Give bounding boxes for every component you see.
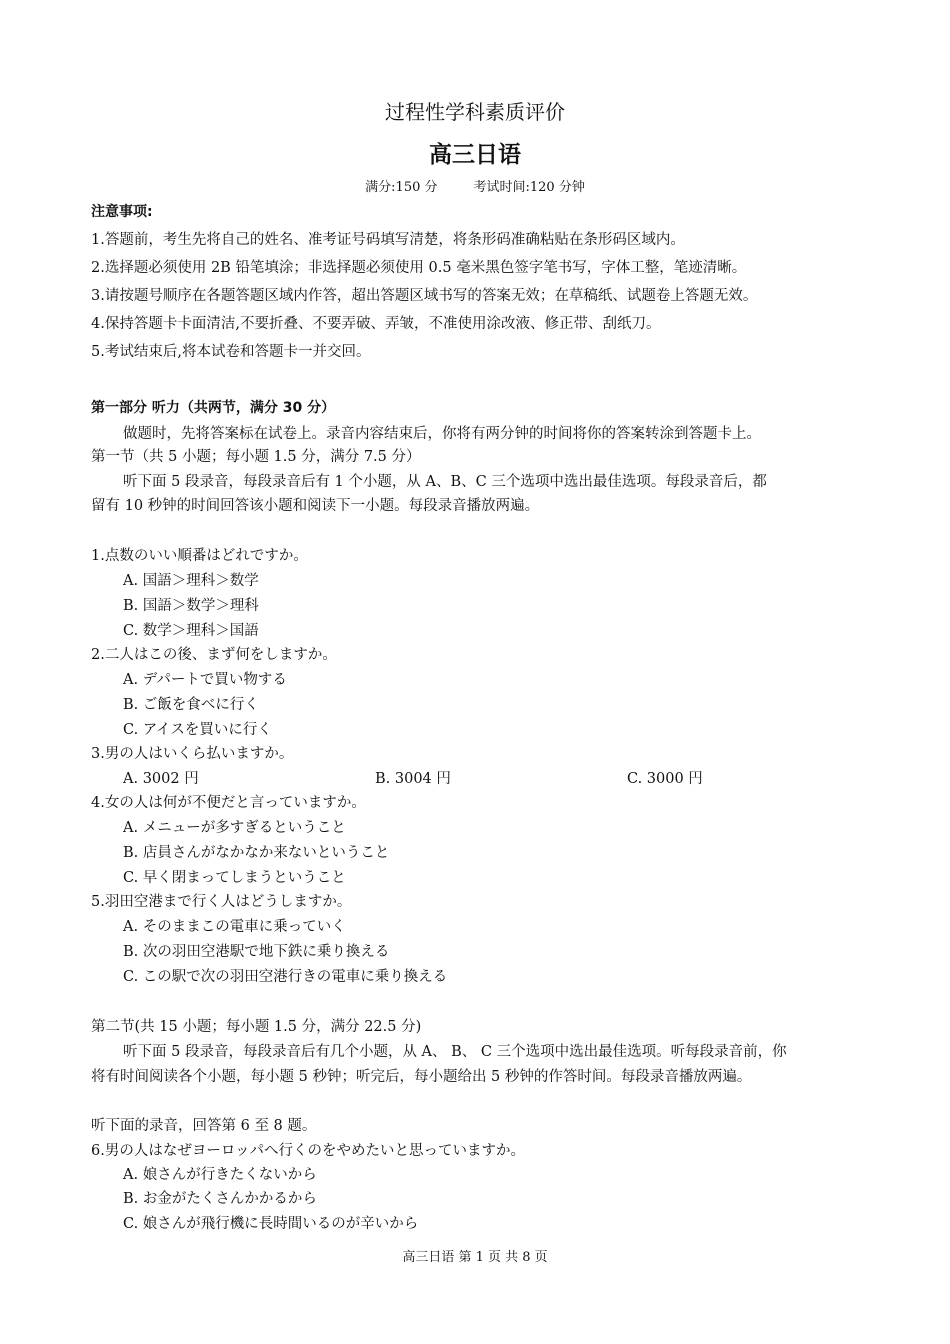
section2-instruction: 将有时间阅读各个小题，每小题 5 秒钟；听完后，每小题给出 5 秒钟的作答时间。每段录音播放两遍。 [91, 1069, 752, 1085]
exam-title: 过程性学科素质评价 [385, 100, 565, 124]
option: B. お金がたくさんかかるから [123, 1191, 317, 1207]
section1-instruction: 留有 10 秒钟的时间回答该小题和阅读下一小题。每段录音播放两遍。 [91, 498, 540, 514]
notice-item: 2.选择题必须使用 2B 铅笔填涂；非选择题必须使用 0.5 毫米黑色签字笔书写，字体工整，笔迹清晰。 [91, 260, 747, 276]
question: 1.点数のいい順番はどれですか。 [91, 548, 308, 564]
section2-instruction: 听下面 5 段录音，每段录音后有几个小题，从 A、 B、 C 三个选项中选出最佳选项。听每段录音前，你 [123, 1044, 787, 1060]
full-score: 满分:150 分 [365, 180, 438, 195]
page-footer: 高三日语 第 1 页 共 8 页 [402, 1250, 548, 1265]
question: 3.男の人はいくら払いますか。 [91, 746, 294, 762]
option: B. 次の羽田空港駅で地下鉄に乗り換える [123, 944, 390, 960]
option: C. アイスを買いに行く [123, 722, 272, 738]
notice-heading: 注意事项: [91, 204, 153, 220]
option: C. 早く閉まってしまうということ [123, 870, 346, 886]
option: A. 3002 円 [123, 771, 199, 787]
notice-item: 3.请按题号顺序在各题答题区域内作答，超出答题区域书写的答案无效；在草稿纸、试题卷上答题无效。 [91, 288, 758, 304]
option: B. 国語＞数学＞理科 [123, 598, 259, 614]
question: 5.羽田空港まで行く人はどうしますか。 [91, 894, 352, 910]
notice-item: 4.保持答题卡卡面清洁,不要折叠、不要弄破、弄皱，不准使用涂改液、修正带、刮纸刀。 [91, 316, 661, 332]
notice-item: 5.考试结束后,将本试卷和答题卡一并交回。 [91, 344, 371, 360]
score-time-line [0, 176, 950, 195]
option: A. 国語＞理科＞数学 [123, 573, 259, 589]
option: A. そのままこの電車に乗っていく [123, 919, 346, 935]
option: B. ご飯を食べに行く [123, 697, 259, 713]
option: A. デパートで買い物する [123, 672, 287, 688]
section2-heading: 第二节(共 15 小题；每小题 1.5 分，满分 22.5 分) [91, 1019, 422, 1035]
part1-heading: 第一部分 听力（共两节，满分 30 分） [91, 400, 336, 416]
question: 4.女の人は何が不便だと言っていますか。 [91, 795, 366, 811]
part1-instruction: 做题时，先将答案标在试卷上。录音内容结束后，你将有两分钟的时间将你的答案转涂到答题卡上。 [123, 426, 761, 442]
listen-prompt: 听下面的录音，回答第 6 至 8 题。 [91, 1118, 317, 1134]
section1-heading: 第一节（共 5 小题；每小题 1.5 分，满分 7.5 分） [91, 449, 421, 465]
option: C. この駅で次の羽田空港行きの電車に乗り換える [123, 969, 448, 985]
exam-time: 考试时间:120 分钟 [473, 180, 585, 195]
option: B. 3004 円 [375, 771, 451, 787]
option: A. 娘さんが行きたくないから [123, 1167, 317, 1183]
exam-subtitle: 高三日语 [429, 142, 521, 168]
option: C. 数学＞理科＞国語 [123, 623, 259, 639]
notice-item: 1.答题前，考生先将自己的姓名、准考证号码填写清楚，将条形码准确粘贴在条形码区域内。 [91, 232, 685, 248]
option: C. 3000 円 [627, 771, 703, 787]
question: 6.男の人はなぜヨーロッパへ行くのをやめたいと思っていますか。 [91, 1143, 526, 1159]
question: 2.二人はこの後、まず何をしますか。 [91, 647, 337, 663]
option: B. 店員さんがなかなか来ないということ [123, 845, 390, 861]
section1-instruction: 听下面 5 段录音，每段录音后有 1 个小题，从 A、B、C 三个选项中选出最佳选项。每段录音后，都 [123, 474, 767, 490]
option: C. 娘さんが飛行機に長時間いるのが辛いから [123, 1216, 419, 1232]
option: A. メニューが多すぎるということ [123, 820, 346, 836]
